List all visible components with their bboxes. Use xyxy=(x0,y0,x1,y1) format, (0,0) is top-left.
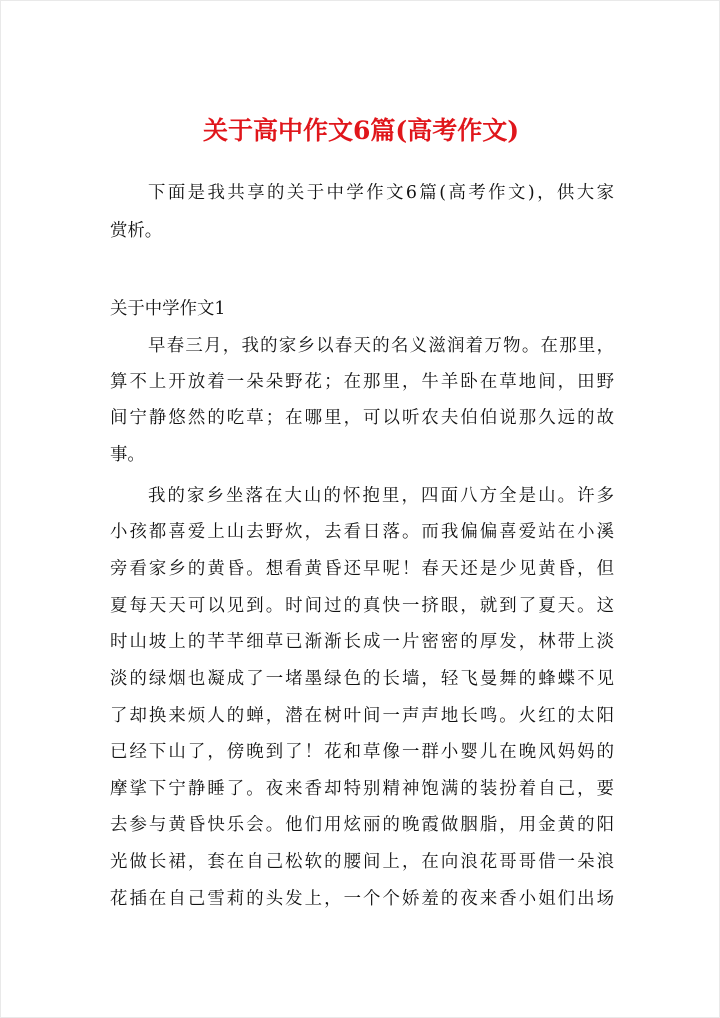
paragraph-2-line-3: 旁看家乡的黄昏。想看黄昏还早呢！春天还是少见黄昏，但 xyxy=(110,559,614,579)
document-title: 关于高中作文6篇(高考作文) xyxy=(202,116,520,145)
paragraph-2-line-12: 花插在自己雪莉的头发上，一个个娇羞的夜来香小姐们出场 xyxy=(110,889,614,909)
paragraph-1-line-1: 早春三月，我的家乡以春天的名义滋润着万物。在那里， xyxy=(148,336,614,356)
paragraph-2-line-10: 去参与黄昏快乐会。他们用炫丽的晚霞做胭脂，用金黄的阳 xyxy=(110,815,614,835)
paragraph-2-line-5: 时山坡上的芊芊细草已渐渐长成一片密密的厚发，林带上淡 xyxy=(110,632,614,652)
paragraph-1-line-4: 事。 xyxy=(110,445,145,465)
paragraph-2-line-9: 摩挲下宁静睡了。夜来香却特别精神饱满的装扮着自己，要 xyxy=(110,779,614,799)
intro-line-1: 下面是我共享的关于中学作文6篇(高考作文)，供大家 xyxy=(148,183,614,203)
paragraph-2-line-2: 小孩都喜爱上山去野炊，去看日落。而我偏偏喜爱站在小溪 xyxy=(110,522,614,542)
paragraph-2-line-7: 了却换来烦人的蝉，潜在树叶间一声声地长鸣。火红的太阳 xyxy=(110,706,614,726)
paragraph-1-line-2: 算不上开放着一朵朵野花；在那里，牛羊卧在草地间，田野 xyxy=(110,372,614,392)
paragraph-2-line-4: 夏每天天可以见到。时间过的真快一挤眼，就到了夏天。这 xyxy=(110,596,614,616)
section-heading: 关于中学作文1 xyxy=(110,299,226,319)
paragraph-2-line-11: 光做长裙，套在自己松软的腰间上，在向浪花哥哥借一朵浪 xyxy=(110,852,614,872)
paragraph-2-line-8: 已经下山了，傍晚到了！花和草像一群小婴儿在晚风妈妈的 xyxy=(110,742,614,762)
paragraph-1-line-3: 间宁静悠然的吃草；在哪里，可以听农夫伯伯说那久远的故 xyxy=(110,408,614,428)
paragraph-2-line-1: 我的家乡坐落在大山的怀抱里，四面八方全是山。许多 xyxy=(148,486,614,506)
intro-line-2: 赏析。 xyxy=(110,221,163,241)
paragraph-2-line-6: 淡的绿烟也凝成了一堵墨绿色的长墙，轻飞曼舞的蜂蝶不见 xyxy=(110,669,614,689)
